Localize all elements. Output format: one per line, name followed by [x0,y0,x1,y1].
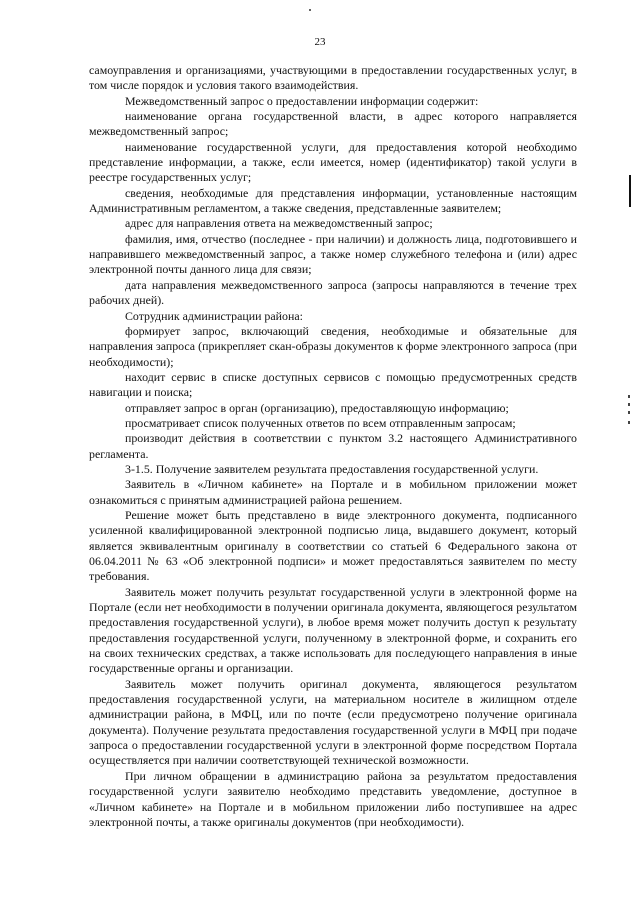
list-item: находит сервис в списке доступных сервисов с помощью предусмотренных средств навигации и поиска; [89,369,577,400]
list-item: наименование органа государственной власти, в адрес которого направляется межведомственный запрос; [89,109,577,139]
paragraph: самоуправления и организациями, участвующими в предоставлении государственных услуг, в том числе порядок и условия такого взаимодействия. [89,63,577,93]
margin-mark [629,175,631,207]
page-number: 23 [314,36,326,48]
list-item: адрес для направления ответа на межведомственный запрос; [125,216,433,231]
list-item: отправляет запрос в орган (организацию), предоставляющую информацию; [125,400,509,415]
paragraph: Заявитель в «Личном кабинете» на Портале и в мобильном приложении может ознакомиться с принятым администрацией района решением. [89,477,577,507]
list-item: фамилия, имя, отчество (последнее - при наличии) и должность лица, подготовившего и направившего межведомственный запрос, а также номер служебного телефона и (или) адрес электронной почты данного лица для связи; [89,231,577,277]
paragraph: Заявитель может получить результат государственной услуги в электронной форме на Портале (если нет необходимости в получении оригинала документа, являющегося результатом предоставления государственной услуги), в любое время может получить доступ к результату предоставления государственной услуги, полученному в электронной форме, и сохранить его на своих технических средствах, а также использовать для последующего направления в иные государственные органы и организации. [89,584,577,676]
paragraph: Сотрудник администрации района: [125,308,303,323]
document-body [89,63,577,830]
paragraph: При личном обращении в администрацию района за результатом предоставления государственной услуги заявителю необходимо представить уведомление, доступное в «Личном кабинете» на Портале и в мобильном приложении либо поступившее на адрес электронной почты, а также оригиналы документов (при необходимости). [89,768,577,829]
list-item: дата направления межведомственного запроса (запросы направляются в течение трех рабочих дней). [89,277,577,308]
paragraph: Решение может быть представлено в виде электронного документа, подписанного усиленной квалифицированной электронной подписью лица, выдавшего документ, который является эквивалентным оригиналу в соответствии со статьей 6 Федерального закона от 06.04.2011 № 63 «Об электронной подписи» и может предоставляться заявителем по месту требования. [89,507,577,584]
paragraph: Заявитель может получить оригинал документа, являющегося результатом предоставления государственной услуги, на материальном носителе в жилищном отделе администрации района, в МФЦ, или по почте (если предусмотрено получение оригинала документа). Получение результата предоставления государственной услуги в МФЦ при подаче запроса о предоставлении государственной услуги в электронной форме посредством Портала осуществляется при наличии соответствующей технической возможности. [89,676,577,768]
scan-speck [309,9,311,11]
margin-specks [626,395,632,431]
list-item: производит действия в соответствии с пунктом 3.2 настоящего Административного регламента. [89,431,577,461]
list-item: наименование государственной услуги, для предоставления которой необходимо представление информации, а также, если имеется, номер (идентификатор) такой услуги в реестре государственных услуг; [89,139,577,185]
section-heading: 3-1.5. Получение заявителем результата предоставления государственной услуги. [125,461,539,476]
paragraph: Межведомственный запрос о предоставлении информации содержит: [125,93,479,108]
list-item: сведения, необходимые для представления информации, установленные настоящим Административным регламентом, а также сведения, представленные заявителем; [89,185,577,216]
list-item: просматривает список полученных ответов по всем отправленным запросам; [125,415,516,430]
list-item: формирует запрос, включающий сведения, необходимые и обязательные для направления запроса (прикрепляет скан-образы документов к форме электронного запроса (при необходимости); [89,323,577,369]
